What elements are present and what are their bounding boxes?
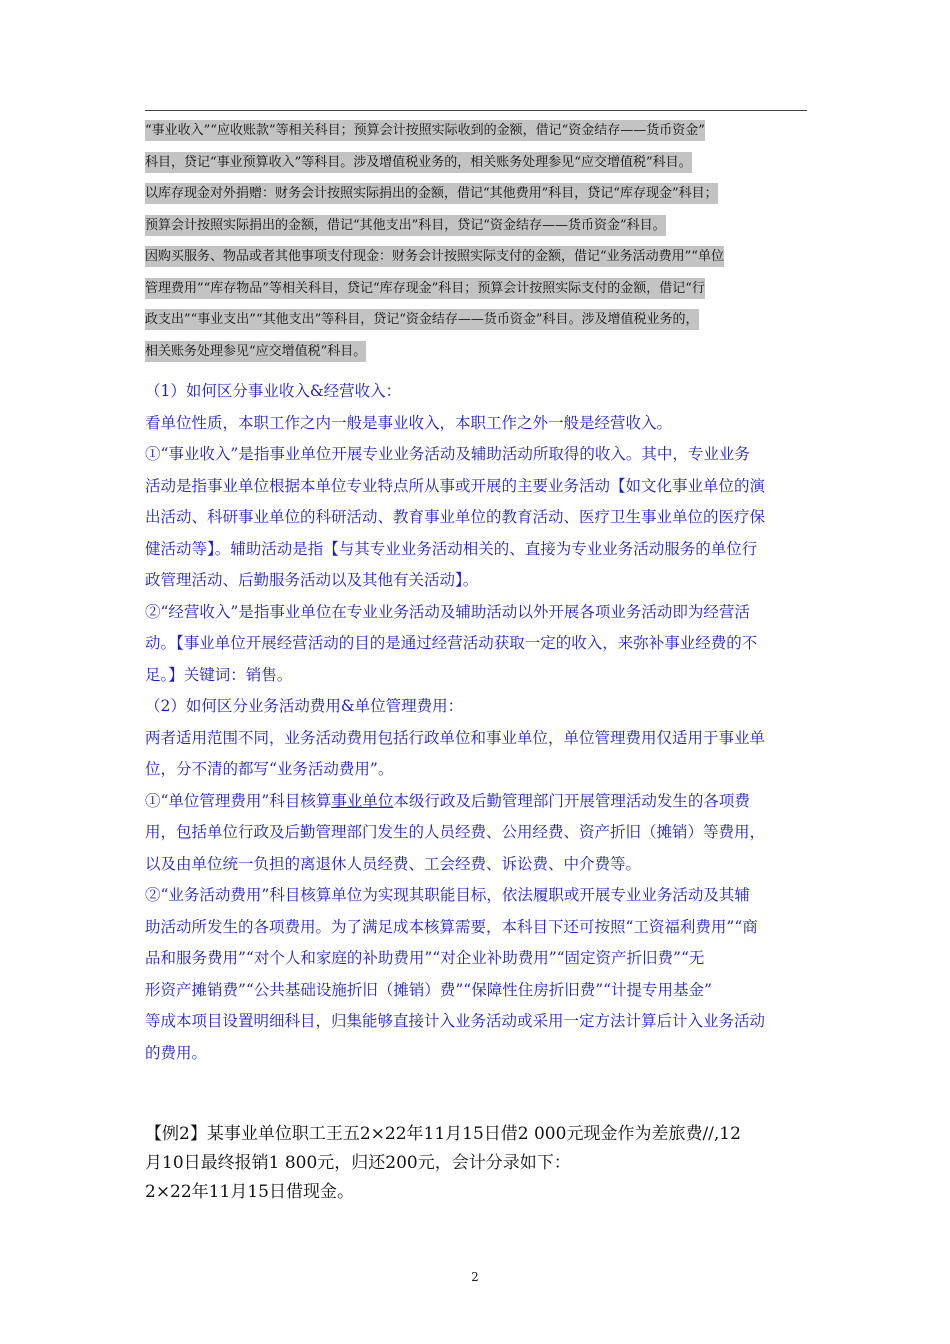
note-line: 助活动所发生的各项费用。为了满足成本核算需要，本科目下还可按照“工资福利费用”“商	[145, 917, 758, 936]
highlighted-line: 因购买服务、物品或者其他事项支付现金：财务会计按照实际支付的金额，借记“业务活动费用”“单位	[145, 241, 807, 273]
note-line: 活动是指事业单位根据本单位专业特点所从事或开展的主要业务活动【如文化事业单位的演	[145, 476, 766, 495]
note-line: 等成本项目设置明细科目，归集能够直接计入业务活动或采用一定方法计算后计入业务活动	[145, 1012, 766, 1030]
underlined-term: 事业单位	[331, 791, 394, 810]
note-line: 以及由单位统一负担的离退休人员经费、工会经费、诉讼费、中介费等。	[145, 854, 642, 873]
highlighted-line: 政支出”“事业支出”“其他支出”等科目，贷记“资金结存——货币资金”科目。涉及增值税业务的，	[145, 304, 807, 336]
highlighted-line: “事业收入”“应收账款”等相关科目；预算会计按照实际收到的金额，借记“资金结存——货币资金”	[145, 115, 807, 147]
note-line: 健活动等】。辅助活动是指【与其专业业务活动相关的、直接为专业业务活动服务的单位行	[145, 539, 758, 558]
note-line-mgmt: ①“单位管理费用”科目核算事业单位本级行政及后勤管理部门开展管理活动发生的各项费	[145, 791, 750, 810]
example-line: 2×22年11月15日借现金。	[145, 1182, 354, 1202]
example-line: 月10日最终报销1 800元，归还200元，会计分录如下：	[145, 1153, 571, 1173]
note-line: 出活动、科研事业单位的科研活动、教育事业单位的教育活动、医疗卫生事业单位的医疗保	[145, 508, 766, 526]
note-line: 的费用。	[145, 1043, 208, 1062]
note-heading: （2）如何区分业务活动费用&单位管理费用：	[145, 697, 464, 715]
note-line: 足。】关键词：销售。	[145, 665, 293, 684]
highlighted-line: 管理费用”“库存物品”等相关科目，贷记“库存现金”科目；预算会计按照实际支付的金额，借记“行	[145, 273, 807, 305]
note-line: 形资产摊销费”“公共基础设施折旧（摊销）费”“保障性住房折旧费”“计提专用基金”	[145, 980, 712, 999]
highlighted-line: 以库存现金对外捐赠：财务会计按照实际捐出的金额，借记“其他费用”科目，贷记“库存现金”科目；	[145, 178, 807, 210]
example-paragraph	[145, 1120, 807, 1207]
highlighted-line: 相关账务处理参见“应交增值税”科目。	[145, 336, 807, 368]
header-rule	[145, 110, 807, 111]
note-line: 位，分不清的都写“业务活动费用”。	[145, 760, 394, 778]
example-line: 【例2】某事业单位职工王五2×22年11月15日借2 000元现金作为差旅费//,12	[145, 1124, 741, 1144]
highlighted-line: 科目，贷记“事业预算收入”等科目。涉及增值税业务的，相关账务处理参见“应交增值税”科目。	[145, 147, 807, 179]
note-line: ②“业务活动费用”科目核算单位为实现其职能目标，依法履职或开展专业业务活动及其辅	[145, 886, 750, 904]
note-line: ②“经营收入”是指事业单位在专业业务活动及辅助活动以外开展各项业务活动即为经营活	[145, 602, 750, 621]
note-line: 用，包括单位行政及后勤管理部门发生的人员经费、公用经费、资产折旧（摊销）等费用，	[145, 823, 766, 841]
note-line: 看单位性质，本职工作之内一般是事业收入，本职工作之外一般是经营收入。	[145, 413, 673, 432]
note-line: 两者适用范围不同，业务活动费用包括行政单位和事业单位，单位管理费用仅适用于事业单	[145, 728, 766, 747]
highlighted-paragraphs	[145, 115, 807, 367]
highlighted-line: 预算会计按照实际捐出的金额，借记“其他支出”科目，贷记“资金结存——货币资金”科目。	[145, 210, 807, 242]
note-line: ①“事业收入”是指事业单位开展专业业务活动及辅助活动所取得的收入。其中，专业业务	[145, 445, 750, 463]
note-line: 品和服务费用”“对个人和家庭的补助费用”“对企业补助费用”“固定资产折旧费”“无	[145, 949, 705, 967]
note-heading: （1）如何区分事业收入&经营收入：	[145, 382, 402, 400]
page-number: 2	[471, 1270, 479, 1284]
note-line: 动。【事业单位开展经营活动的目的是通过经营活动获取一定的收入，来弥补事业经费的不	[145, 634, 758, 652]
note-line: 政管理活动、后勤服务活动以及其他有关活动】。	[145, 571, 479, 589]
explanation-notes	[145, 376, 807, 1069]
